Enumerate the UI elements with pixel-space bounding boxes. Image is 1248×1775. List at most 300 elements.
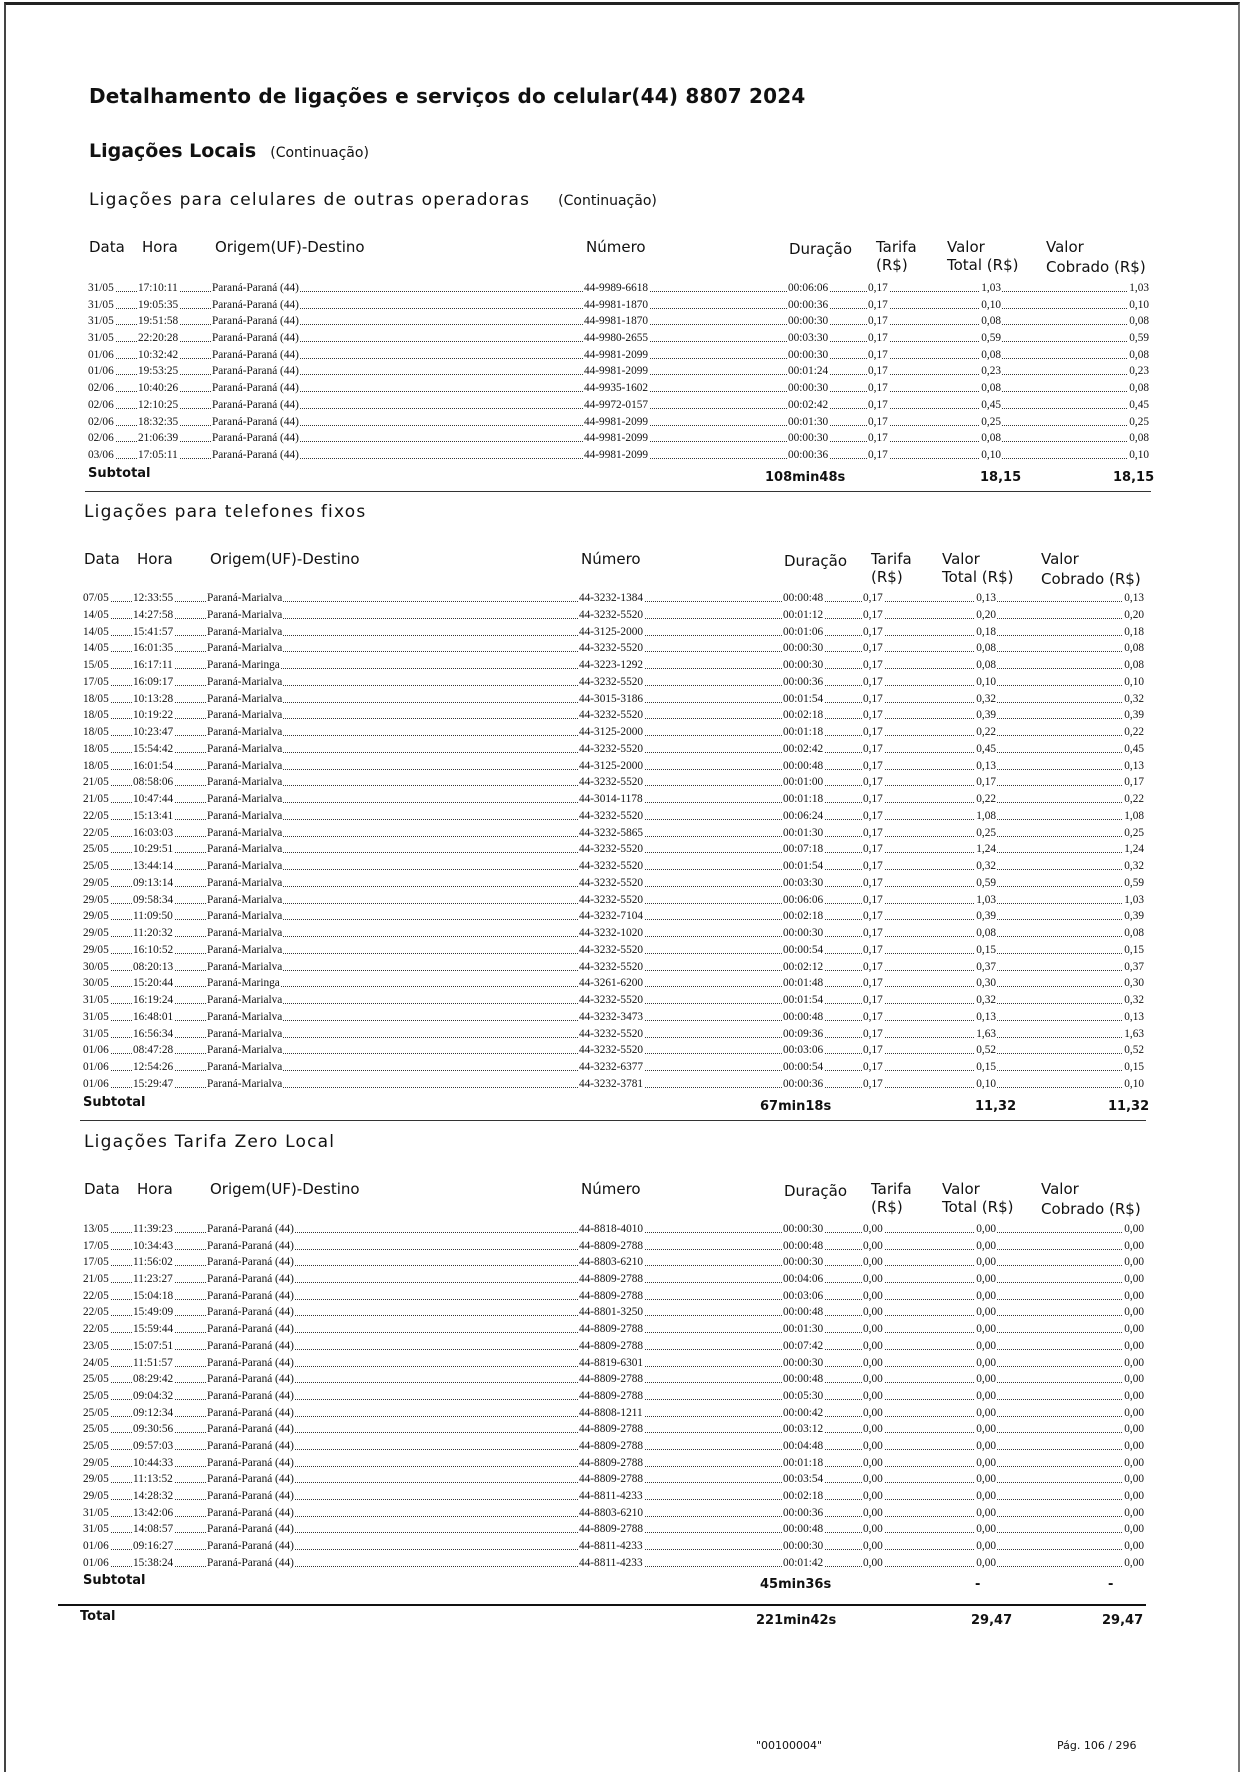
cell-origem: Paraná-Marialva — [207, 1077, 283, 1090]
subtotal-valor-total: - — [975, 1577, 981, 1592]
total-label: Total — [80, 1609, 116, 1624]
cell-hora: 17:05:11 — [138, 448, 178, 461]
cell-duracao: 00:07:18 — [783, 843, 824, 856]
cell-tarifa: 0,17 — [868, 332, 888, 345]
cell-origem: Paraná-Marialva — [207, 843, 283, 856]
cell-duracao: 00:00:30 — [783, 659, 824, 671]
cell-hora: 15:49:09 — [133, 1306, 174, 1319]
cell-origem: Paraná-Paraná (44) — [212, 332, 299, 345]
cell-hora: 09:30:56 — [133, 1423, 174, 1436]
cell-origem: Paraná-Paraná (44) — [207, 1506, 294, 1519]
subtotal-valor-total: 11,32 — [975, 1099, 1017, 1114]
cell-hora: 11:20:32 — [133, 927, 173, 939]
cell-origem: Paraná-Marialva — [207, 1010, 283, 1023]
table-row — [83, 1455, 1144, 1472]
cell-origem: Paraná-Paraná (44) — [212, 298, 299, 311]
cell-hora: 17:10:11 — [138, 282, 178, 294]
column-header-valor-total: Valor Total (R$) — [942, 550, 1014, 586]
cell-hora: 10:47:44 — [133, 793, 174, 805]
cell-valor-total: 0,32 — [976, 994, 996, 1006]
table-row — [88, 414, 1149, 431]
cell-valor-total: 0,32 — [976, 692, 996, 705]
cell-hora: 15:20:44 — [133, 977, 174, 990]
cell-numero: 44-3232-5520 — [579, 742, 644, 755]
cell-hora: 12:10:25 — [138, 398, 179, 411]
cell-numero: 44-3232-5520 — [579, 1044, 644, 1057]
total-rule — [58, 1604, 1146, 1606]
table-row — [88, 447, 1149, 464]
cell-tarifa: 0,17 — [863, 1010, 883, 1023]
column-header-valor-total: Valor Total (R$) — [947, 238, 1019, 274]
table-row — [83, 1421, 1144, 1438]
cell-data: 22/05 — [83, 826, 109, 839]
cell-valor-total: 0,00 — [976, 1289, 996, 1302]
cell-duracao: 00:02:18 — [783, 709, 824, 722]
cell-numero: 44-9981-1870 — [584, 315, 649, 328]
cell-duracao: 00:00:30 — [788, 432, 829, 445]
cell-hora: 09:04:32 — [133, 1389, 174, 1402]
cell-valor-total: 0,37 — [976, 960, 996, 973]
total-cobrado: 29,47 — [1102, 1613, 1144, 1628]
cell-tarifa: 0,17 — [863, 1027, 883, 1040]
table-row — [83, 1355, 1144, 1372]
call-rows — [88, 280, 1149, 464]
table-row — [88, 347, 1149, 364]
cell-valor-total: 0,08 — [981, 432, 1001, 445]
cell-valor-cobrado: 0,00 — [1124, 1523, 1144, 1536]
table-row — [83, 657, 1144, 674]
cell-valor-cobrado: 0,17 — [1124, 776, 1144, 789]
cell-numero: 44-3232-5865 — [579, 826, 644, 839]
cell-hora: 16:09:17 — [133, 675, 174, 688]
cell-origem: Paraná-Paraná (44) — [207, 1256, 294, 1269]
cell-valor-total: 0,00 — [976, 1306, 996, 1319]
cell-valor-total: 0,52 — [976, 1044, 996, 1057]
subtotal-duracao: 67min18s — [760, 1099, 832, 1114]
cell-duracao: 00:00:30 — [783, 1356, 824, 1369]
cell-numero: 44-8809-2788 — [579, 1289, 644, 1302]
cell-hora: 22:20:28 — [138, 332, 179, 345]
table-row — [88, 380, 1149, 397]
cell-duracao: 00:03:54 — [783, 1473, 824, 1486]
cell-hora: 15:38:24 — [133, 1556, 174, 1569]
subtotal-duracao: 108min48s — [765, 470, 846, 485]
table-row — [83, 841, 1144, 858]
cell-data: 25/05 — [83, 1373, 109, 1386]
cell-valor-total: 0,10 — [976, 675, 996, 688]
table-row — [83, 1438, 1144, 1455]
cell-duracao: 00:01:54 — [783, 692, 824, 705]
cell-valor-total: 1,24 — [976, 843, 996, 856]
cell-tarifa: 0,00 — [863, 1423, 883, 1436]
table-row — [83, 640, 1144, 657]
cell-data: 18/05 — [83, 759, 109, 772]
cell-data: 02/06 — [88, 432, 114, 445]
cell-data: 22/05 — [83, 1306, 109, 1319]
subtotal-label: Subtotal — [88, 466, 151, 481]
cell-valor-cobrado: 0,45 — [1124, 742, 1144, 755]
cell-hora: 12:33:55 — [133, 592, 174, 604]
cell-numero: 44-9981-2099 — [584, 432, 649, 445]
cell-origem: Paraná-Paraná (44) — [207, 1556, 294, 1569]
cell-valor-cobrado: 0,39 — [1124, 910, 1144, 923]
cell-tarifa: 0,00 — [863, 1256, 883, 1269]
cell-hora: 16:03:03 — [133, 826, 174, 839]
cell-duracao: 00:03:30 — [783, 876, 824, 889]
column-header-tarifa: Tarifa (R$) — [871, 1180, 912, 1216]
cell-tarifa: 0,00 — [863, 1540, 883, 1553]
cell-valor-cobrado: 0,00 — [1124, 1389, 1144, 1402]
cell-data: 14/05 — [83, 625, 109, 638]
cell-duracao: 00:00:30 — [783, 1540, 824, 1553]
cell-tarifa: 0,17 — [863, 994, 883, 1006]
cell-valor-cobrado: 0,15 — [1124, 943, 1144, 956]
cell-data: 02/06 — [88, 398, 114, 411]
cell-origem: Paraná-Maringa — [207, 659, 280, 671]
cell-valor-total: 0,00 — [976, 1540, 996, 1553]
cell-tarifa: 0,00 — [863, 1306, 883, 1319]
cell-valor-total: 0,08 — [976, 642, 996, 655]
cell-origem: Paraná-Marialva — [207, 927, 283, 939]
cell-hora: 13:44:14 — [133, 860, 174, 872]
cell-data: 23/05 — [83, 1339, 109, 1352]
table-row — [83, 1371, 1144, 1388]
cell-valor-total: 0,00 — [976, 1323, 996, 1336]
cell-data: 01/06 — [83, 1061, 109, 1073]
cell-numero: 44-3232-5520 — [579, 608, 644, 621]
cell-data: 01/06 — [83, 1044, 109, 1057]
cell-origem: Paraná-Marialva — [207, 608, 283, 621]
column-header-valor-cobrado: Valor Cobrado (R$) — [1046, 238, 1146, 276]
cell-numero: 44-8811-4233 — [579, 1556, 643, 1569]
cell-origem: Paraná-Maringa — [207, 977, 280, 990]
cell-duracao: 00:00:30 — [788, 348, 829, 361]
cell-hora: 10:13:28 — [133, 692, 174, 705]
cell-tarifa: 0,00 — [863, 1406, 883, 1419]
cell-origem: Paraná-Paraná (44) — [212, 348, 299, 361]
cell-duracao: 00:02:18 — [783, 910, 824, 923]
cell-tarifa: 0,00 — [863, 1523, 883, 1536]
cell-valor-cobrado: 0,18 — [1124, 625, 1144, 638]
cell-valor-total: 0,00 — [976, 1523, 996, 1536]
cell-numero: 44-3232-5520 — [579, 1027, 644, 1040]
cell-numero: 44-8809-2788 — [579, 1389, 644, 1402]
table-row — [83, 1471, 1144, 1488]
cell-valor-cobrado: 0,13 — [1124, 592, 1144, 604]
cell-hora: 09:58:34 — [133, 893, 174, 906]
cell-data: 31/05 — [83, 994, 109, 1006]
cell-duracao: 00:00:30 — [788, 315, 829, 328]
cell-duracao: 00:00:30 — [783, 642, 824, 655]
cell-data: 01/06 — [83, 1540, 109, 1553]
column-header-tarifa: Tarifa (R$) — [876, 238, 917, 274]
cell-duracao: 00:01:54 — [783, 994, 824, 1006]
cell-origem: Paraná-Paraná (44) — [212, 415, 299, 428]
cell-valor-total: 0,08 — [976, 659, 996, 671]
cell-numero: 44-3232-6377 — [579, 1061, 644, 1073]
cell-valor-total: 0,00 — [976, 1423, 996, 1436]
table-row — [83, 1042, 1144, 1059]
cell-origem: Paraná-Paraná (44) — [212, 448, 299, 461]
table-row — [83, 975, 1144, 992]
cell-duracao: 00:02:42 — [788, 398, 829, 411]
cell-duracao: 00:00:36 — [788, 448, 829, 461]
cell-tarifa: 0,17 — [868, 415, 888, 428]
cell-origem: Paraná-Paraná (44) — [207, 1289, 294, 1302]
cell-data: 21/05 — [83, 793, 109, 805]
cell-valor-total: 0,25 — [976, 826, 996, 839]
cell-tarifa: 0,17 — [863, 592, 883, 604]
cell-tarifa: 0,17 — [868, 348, 888, 361]
cell-numero: 44-3014-1178 — [579, 793, 643, 805]
table-row — [83, 1388, 1144, 1405]
cell-valor-cobrado: 0,59 — [1124, 876, 1144, 889]
cell-numero: 44-3232-5520 — [579, 642, 644, 655]
table-row — [83, 959, 1144, 976]
cell-valor-cobrado: 0,59 — [1129, 332, 1149, 345]
cell-tarifa: 0,00 — [863, 1506, 883, 1519]
table-row — [83, 992, 1144, 1009]
cell-numero: 44-8809-2788 — [579, 1273, 644, 1286]
cell-valor-cobrado: 0,00 — [1124, 1356, 1144, 1369]
cell-data: 17/05 — [83, 1239, 109, 1252]
cell-valor-cobrado: 0,10 — [1129, 298, 1149, 311]
cell-data: 25/05 — [83, 860, 109, 872]
section-title: Ligações para celulares de outras operadoras (Continuação) — [89, 190, 657, 210]
cell-origem: Paraná-Paraná (44) — [207, 1490, 294, 1502]
cell-tarifa: 0,17 — [863, 726, 883, 738]
table-row — [83, 1521, 1144, 1538]
cell-duracao: 00:00:48 — [783, 759, 824, 772]
table-row — [83, 674, 1144, 691]
cell-data: 15/05 — [83, 659, 109, 671]
cell-valor-total: 0,32 — [976, 860, 996, 872]
cell-data: 25/05 — [83, 1423, 109, 1436]
cell-valor-cobrado: 0,25 — [1129, 415, 1149, 428]
cell-valor-total: 0,00 — [976, 1506, 996, 1519]
cell-hora: 19:51:58 — [138, 315, 179, 328]
cell-data: 25/05 — [83, 1439, 109, 1452]
cell-hora: 18:32:35 — [138, 415, 179, 428]
cell-tarifa: 0,17 — [868, 398, 888, 411]
cell-valor-cobrado: 0,45 — [1129, 398, 1149, 411]
cell-duracao: 00:01:30 — [783, 826, 824, 839]
cell-valor-total: 0,20 — [976, 608, 996, 621]
cell-numero: 44-8811-4233 — [579, 1540, 643, 1553]
document-code: "00100004" — [756, 1739, 823, 1752]
cell-origem: Paraná-Paraná (44) — [212, 365, 299, 378]
cell-tarifa: 0,17 — [868, 365, 888, 378]
cell-valor-cobrado: 1,08 — [1124, 809, 1144, 822]
table-row — [83, 858, 1144, 875]
cell-data: 31/05 — [83, 1523, 109, 1536]
cell-tarifa: 0,17 — [863, 809, 883, 822]
cell-origem: Paraná-Paraná (44) — [207, 1356, 294, 1369]
cell-hora: 08:47:28 — [133, 1044, 174, 1057]
table-row — [83, 825, 1144, 842]
cell-numero: 44-3232-7104 — [579, 910, 644, 923]
cell-tarifa: 0,17 — [868, 315, 888, 328]
cell-numero: 44-3232-5520 — [579, 860, 644, 872]
table-row — [88, 313, 1149, 330]
cell-valor-total: 0,10 — [976, 1077, 996, 1090]
cell-numero: 44-8808-1211 — [579, 1406, 643, 1419]
cell-duracao: 00:02:12 — [783, 960, 824, 973]
cell-hora: 10:23:47 — [133, 726, 174, 738]
cell-data: 18/05 — [83, 726, 109, 738]
cell-duracao: 00:01:06 — [783, 625, 824, 638]
table-row — [83, 1538, 1144, 1555]
cell-duracao: 00:01:24 — [788, 365, 829, 378]
cell-numero: 44-8809-2788 — [579, 1439, 644, 1452]
cell-duracao: 00:00:48 — [783, 1373, 824, 1386]
cell-origem: Paraná-Paraná (44) — [207, 1406, 294, 1419]
column-header-numero: Número — [586, 238, 646, 256]
cell-valor-cobrado: 0,30 — [1124, 977, 1144, 990]
cell-valor-total: 0,25 — [981, 415, 1001, 428]
cell-hora: 10:29:51 — [133, 843, 174, 856]
table-row — [83, 1288, 1144, 1305]
cell-valor-cobrado: 1,63 — [1124, 1027, 1144, 1040]
cell-duracao: 00:01:12 — [783, 608, 824, 621]
cell-valor-total: 0,08 — [981, 348, 1001, 361]
cell-tarifa: 0,00 — [863, 1373, 883, 1386]
cell-valor-cobrado: 0,00 — [1124, 1373, 1144, 1386]
cell-numero: 44-3125-2000 — [579, 759, 644, 772]
column-header-origem: Origem(UF)-Destino — [210, 1180, 360, 1198]
cell-numero: 44-8809-2788 — [579, 1373, 644, 1386]
cell-numero: 44-3232-3781 — [579, 1077, 644, 1090]
cell-numero: 44-3232-5520 — [579, 876, 644, 889]
cell-numero: 44-3232-5520 — [579, 709, 644, 722]
cell-valor-total: 1,03 — [981, 282, 1001, 294]
table-row — [83, 607, 1144, 624]
cell-tarifa: 0,00 — [863, 1456, 883, 1469]
cell-valor-total: 0,39 — [976, 709, 996, 722]
cell-valor-cobrado: 0,13 — [1124, 1010, 1144, 1023]
cell-duracao: 00:02:42 — [783, 742, 824, 755]
table-row — [83, 1271, 1144, 1288]
cell-origem: Paraná-Marialva — [207, 692, 283, 705]
table-row — [88, 280, 1149, 297]
cell-data: 29/05 — [83, 943, 109, 956]
cell-tarifa: 0,17 — [863, 927, 883, 939]
ligacoes-locais-heading: Ligações Locais (Continuação) — [89, 140, 369, 162]
cell-hora: 11:13:52 — [133, 1473, 173, 1486]
cell-origem: Paraná-Paraná (44) — [207, 1456, 294, 1469]
cell-data: 02/06 — [88, 382, 114, 395]
cell-numero: 44-8809-2788 — [579, 1323, 644, 1336]
cell-hora: 13:42:06 — [133, 1506, 174, 1519]
cell-hora: 16:56:34 — [133, 1027, 174, 1040]
cell-data: 13/05 — [83, 1223, 109, 1235]
cell-tarifa: 0,00 — [863, 1273, 883, 1286]
cell-duracao: 00:00:54 — [783, 943, 824, 956]
cell-numero: 44-3232-5520 — [579, 809, 644, 822]
cell-data: 29/05 — [83, 910, 109, 923]
cell-numero: 44-3261-6200 — [579, 977, 644, 990]
cell-duracao: 00:09:36 — [783, 1027, 824, 1040]
call-rows — [83, 1221, 1144, 1571]
cell-data: 14/05 — [83, 608, 109, 621]
table-row — [83, 908, 1144, 925]
cell-data: 18/05 — [83, 692, 109, 705]
cell-tarifa: 0,00 — [863, 1356, 883, 1369]
column-header-origem: Origem(UF)-Destino — [210, 550, 360, 568]
cell-valor-total: 0,22 — [976, 793, 996, 805]
cell-hora: 15:07:51 — [133, 1339, 174, 1352]
cell-tarifa: 0,17 — [863, 977, 883, 990]
table-row — [88, 397, 1149, 414]
cell-hora: 09:12:34 — [133, 1406, 174, 1419]
table-row — [83, 1304, 1144, 1321]
cell-valor-total: 0,39 — [976, 910, 996, 923]
section-title: Ligações para telefones fixos — [84, 502, 367, 522]
cell-tarifa: 0,17 — [863, 826, 883, 839]
cell-hora: 11:51:57 — [133, 1356, 173, 1369]
column-header-valor-cobrado: Valor Cobrado (R$) — [1041, 1180, 1141, 1218]
cell-numero: 44-3232-5520 — [579, 893, 644, 906]
cell-valor-cobrado: 0,00 — [1124, 1306, 1144, 1319]
cell-origem: Paraná-Paraná (44) — [207, 1273, 294, 1286]
table-row — [83, 1488, 1144, 1505]
cell-valor-cobrado: 0,00 — [1124, 1556, 1144, 1569]
cell-numero: 44-9981-2099 — [584, 415, 649, 428]
cell-valor-cobrado: 0,22 — [1124, 726, 1144, 738]
table-row — [83, 724, 1144, 741]
cell-valor-cobrado: 0,10 — [1129, 448, 1149, 461]
cell-origem: Paraná-Paraná (44) — [212, 282, 299, 294]
cell-tarifa: 0,00 — [863, 1289, 883, 1302]
cell-valor-cobrado: 0,32 — [1124, 692, 1144, 705]
cell-tarifa: 0,00 — [863, 1473, 883, 1486]
cell-origem: Paraná-Paraná (44) — [207, 1239, 294, 1252]
cell-origem: Paraná-Marialva — [207, 910, 283, 923]
subtotal-label: Subtotal — [83, 1095, 146, 1110]
cell-numero: 44-8818-4010 — [579, 1223, 644, 1235]
cell-numero: 44-3232-1020 — [579, 927, 644, 939]
cell-duracao: 00:01:54 — [783, 860, 824, 872]
cell-data: 25/05 — [83, 1389, 109, 1402]
cell-origem: Paraná-Paraná (44) — [212, 432, 299, 445]
cell-hora: 15:54:42 — [133, 742, 174, 755]
cell-hora: 09:57:03 — [133, 1439, 174, 1452]
cell-origem: Paraná-Paraná (44) — [207, 1223, 294, 1235]
cell-valor-cobrado: 0,25 — [1124, 826, 1144, 839]
cell-data: 31/05 — [83, 1027, 109, 1040]
cell-valor-total: 0,00 — [976, 1473, 996, 1486]
cell-numero: 44-8809-2788 — [579, 1473, 644, 1486]
cell-origem: Paraná-Marialva — [207, 943, 283, 956]
cell-valor-cobrado: 0,08 — [1124, 642, 1144, 655]
cell-duracao: 00:03:06 — [783, 1044, 824, 1057]
cell-valor-cobrado: 0,08 — [1124, 927, 1144, 939]
cell-duracao: 00:01:42 — [783, 1556, 824, 1569]
subtotal-valor-total: 18,15 — [980, 470, 1022, 485]
cell-tarifa: 0,17 — [863, 960, 883, 973]
cell-hora: 15:29:47 — [133, 1077, 174, 1090]
cell-valor-total: 0,59 — [976, 876, 996, 889]
column-header-duracao: Duração — [789, 240, 853, 258]
cell-tarifa: 0,17 — [863, 943, 883, 956]
cell-tarifa: 0,17 — [863, 1061, 883, 1073]
cell-origem: Paraná-Paraná (44) — [207, 1339, 294, 1352]
cell-data: 30/05 — [83, 977, 109, 990]
cell-valor-cobrado: 0,00 — [1124, 1456, 1144, 1469]
cell-hora: 15:59:44 — [133, 1323, 174, 1336]
cell-tarifa: 0,00 — [863, 1439, 883, 1452]
table-row — [83, 925, 1144, 942]
